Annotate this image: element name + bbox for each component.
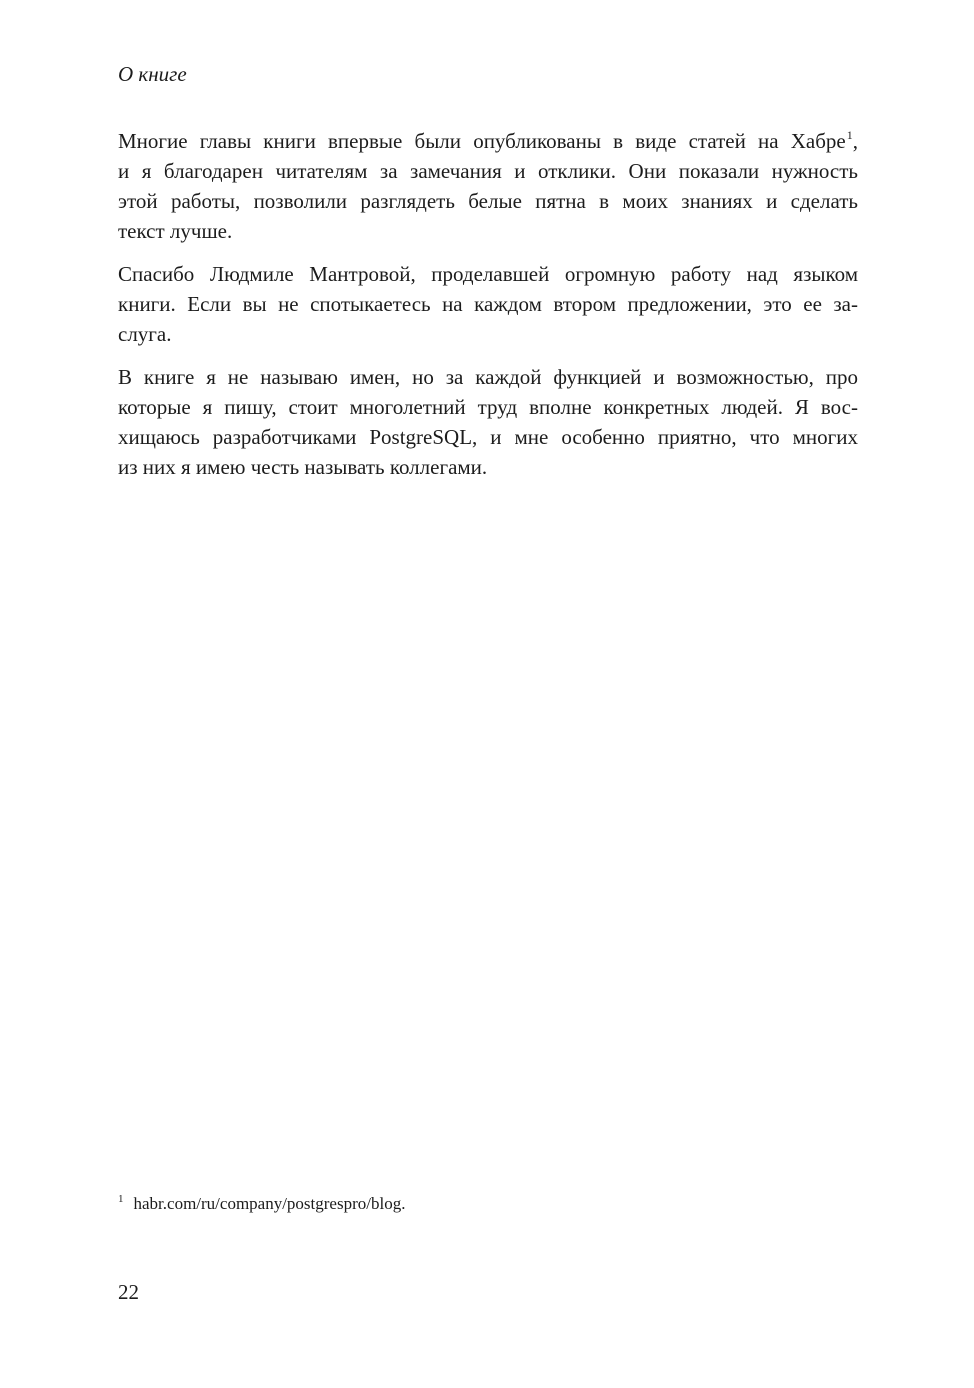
footnote-reference[interactable]: 1 [846, 128, 853, 142]
text-line: слуга. [118, 322, 172, 346]
text-line [118, 126, 858, 156]
text-line: Спасибо Людмиле Мантровой, проделавшей огромную работу над языком [118, 262, 858, 286]
footnote-trailing-punct: , [852, 129, 858, 153]
paragraph-acknowledgment-developers [118, 362, 858, 482]
paragraph-acknowledgment-editor [118, 259, 858, 349]
text-line: и я благодарен читателям за замечания и отклики. Они показали нужность [118, 159, 858, 183]
text-line: из них я имею честь называть коллегами. [118, 455, 488, 479]
footnote-link[interactable]: habr.com/ru/company/postgrespro/blog. [133, 1194, 406, 1213]
page-number: 22 [118, 1280, 139, 1304]
text-line-content: Многие главы книги впервые были опубликованы в виде статей на Хабре [118, 129, 846, 153]
footnote [118, 1192, 405, 1216]
text-line: которые я пишу, стоит многолетний труд вполне конкретных людей. Я вос- [118, 395, 858, 419]
text-line: В книге я не называю имен, но за каждой функцией и возможностью, про [118, 365, 858, 389]
running-head: О книге [118, 62, 187, 86]
text-line: хищаюсь разработчиками PostgreSQL, и мне особенно приятно, что многих [118, 425, 858, 449]
text-line: книги. Если вы не спотыкаетесь на каждом втором предложении, это ее за- [118, 292, 858, 316]
paragraph-acknowledgment-habr [118, 126, 858, 246]
text-line: текст лучше. [118, 219, 233, 243]
body-text [118, 126, 858, 495]
text-line: этой работы, позволили разглядеть белые пятна в моих знаниях и сделать [118, 189, 858, 213]
footnote-number: 1 [118, 1193, 124, 1205]
